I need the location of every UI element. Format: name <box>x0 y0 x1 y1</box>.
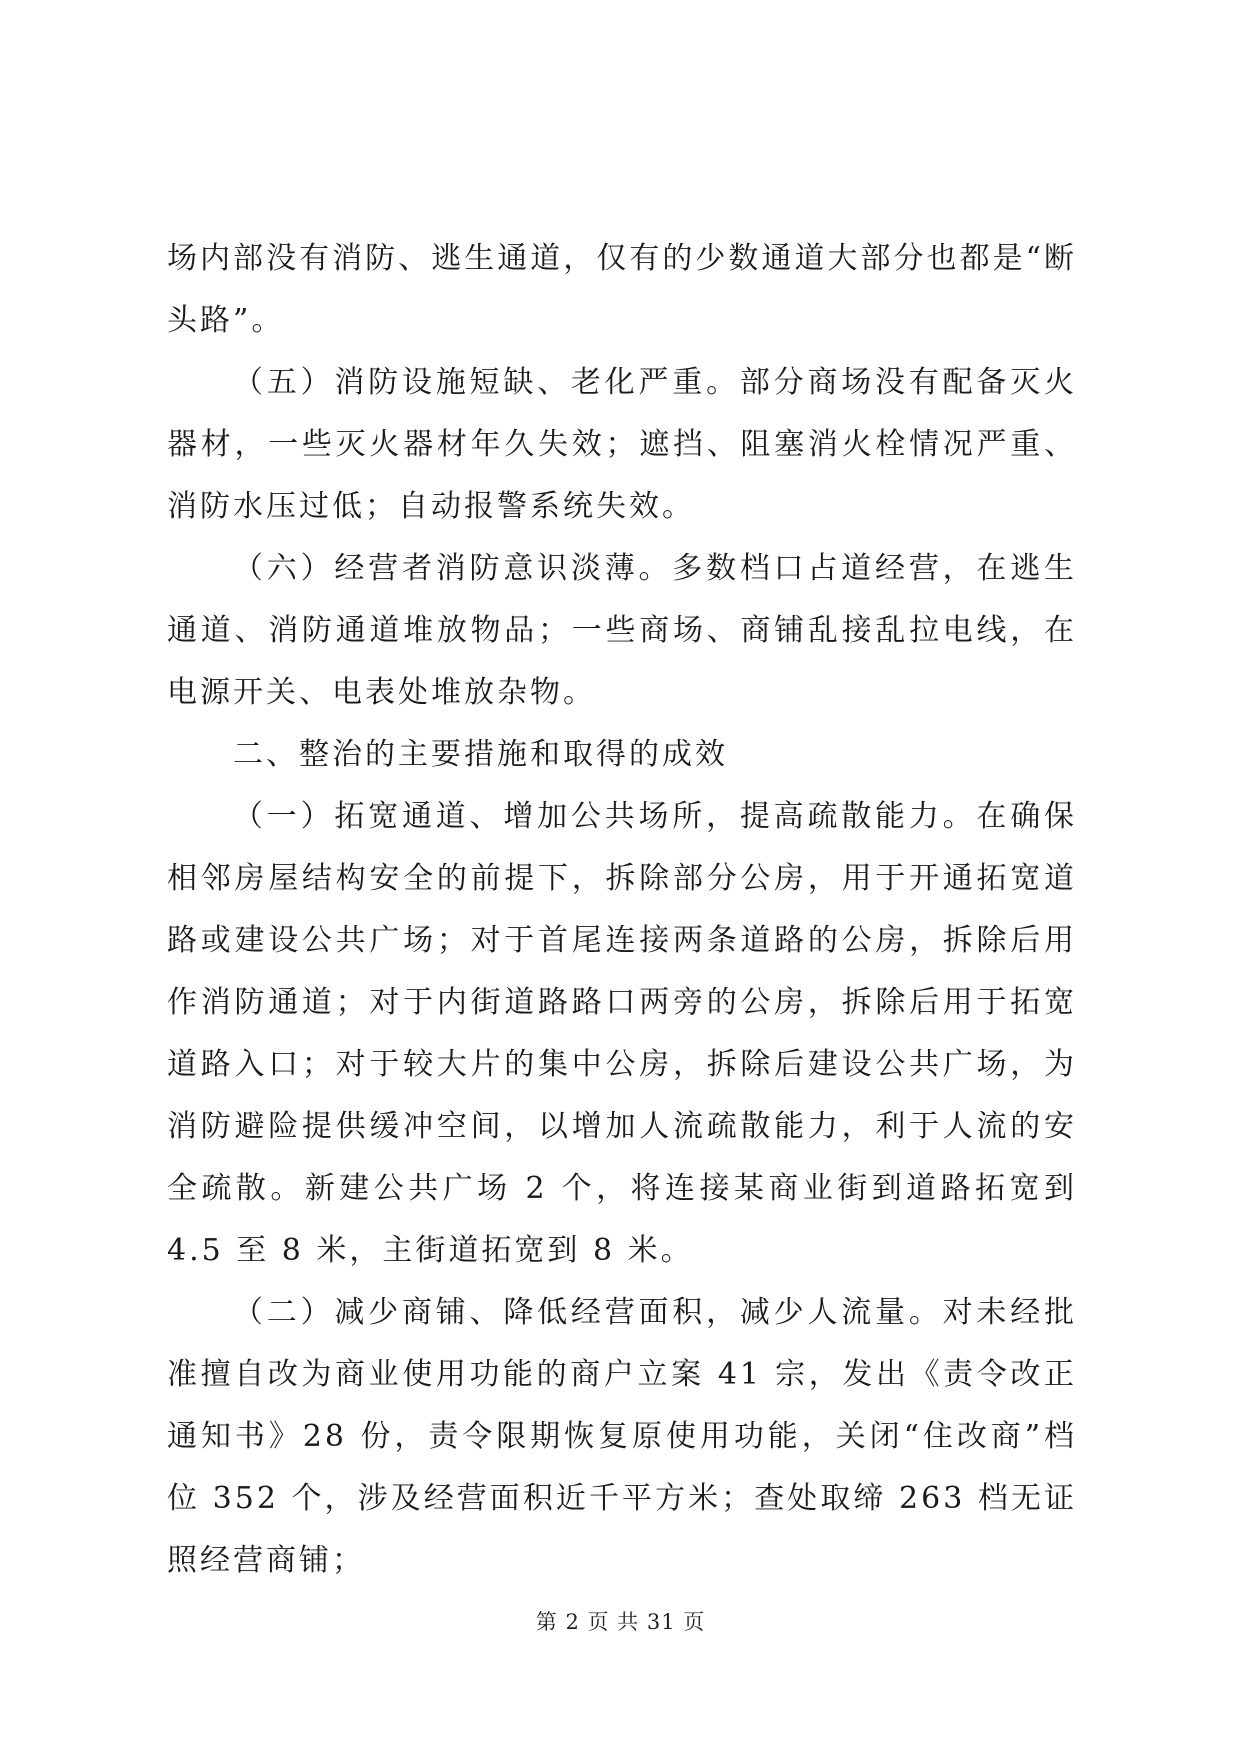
paragraph-item-5: （五）消防设施短缺、老化严重。部分商场没有配备灭火器材，一些灭火器材年久失效；遮挡、阻塞消火栓情况严重、消防水压过低；自动报警系统失效。 <box>167 365 1077 524</box>
paragraph-item-6: （六）经营者消防意识淡薄。多数档口占道经营，在逃生通道、消防通道堆放物品；一些商场、商铺乱接乱拉电线，在电源开关、电表处堆放杂物。 <box>167 551 1077 710</box>
paragraph-measure-2: （二）减少商铺、降低经营面积，减少人流量。对未经批准擅自改为商业使用功能的商户立案 41 宗，发出《责令改正通知书》28 份，责令限期恢复原使用功能，关闭“住改商”档位 352 个，涉及经营面积近千平方米；查处取缔 263 档无证照经营商铺； <box>167 1295 1077 1578</box>
document-body <box>167 228 1077 1592</box>
paragraph-measure-1: （一）拓宽通道、增加公共场所，提高疏散能力。在确保相邻房屋结构安全的前提下，拆除部分公房，用于开通拓宽道路或建设公共广场；对于首尾连接两条道路的公房，拆除后用作消防通道；对于内街道路路口两旁的公房，拆除后用于拓宽道路入口；对于较大片的集中公房，拆除后建设公共广场，为消防避险提供缓冲空间，以增加人流疏散能力，利于人流的安全疏散。新建公共广场 2 个，将连接某商业街到道路拓宽到 4.5 至 8 米，主街道拓宽到 8 米。 <box>167 799 1077 1268</box>
paragraph-continuation: 场内部没有消防、逃生通道，仅有的少数通道大部分也都是“断头路”。 <box>167 241 1077 338</box>
section-heading: 二、整治的主要措施和取得的成效 <box>233 737 728 772</box>
page-number-footer: 第 2 页 共 31 页 <box>535 1610 706 1634</box>
